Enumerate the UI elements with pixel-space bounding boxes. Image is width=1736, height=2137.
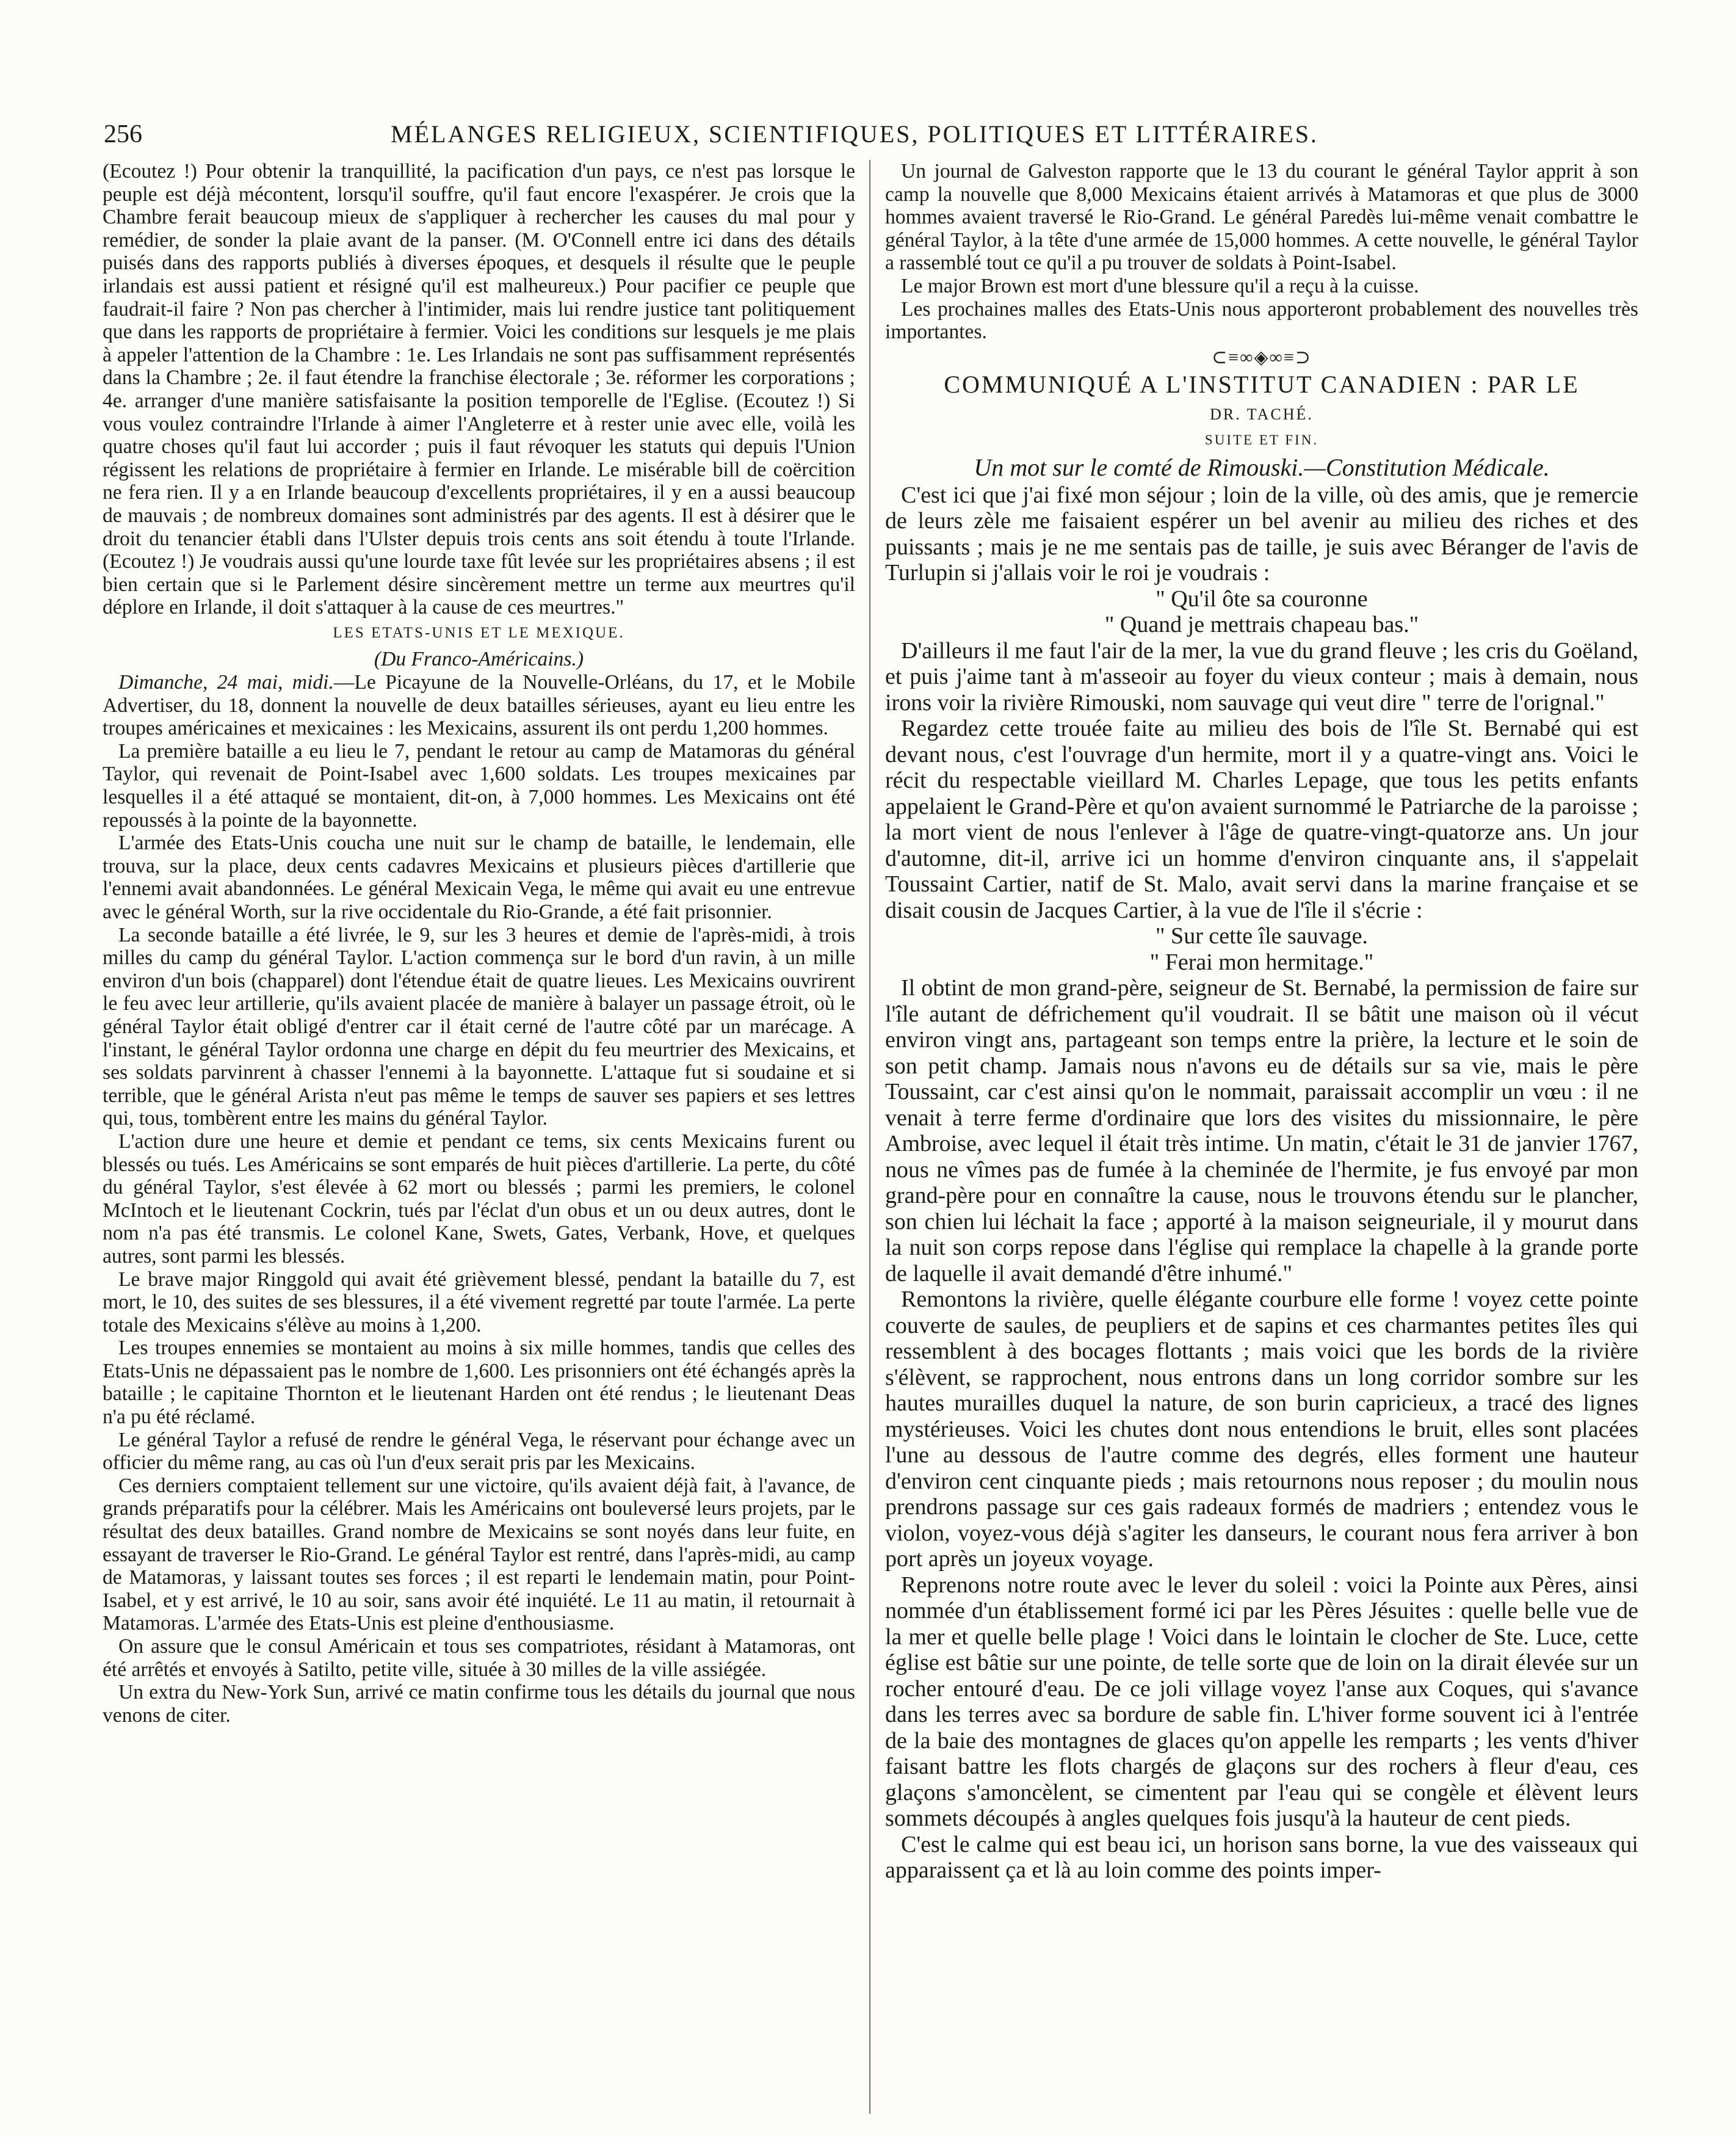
paragraph: Un journal de Galveston rapporte que le 13 du courant le général Taylor apprit à son camp la nouvelle que 8,000 Mexicains étaient arrivés à Matamoras et que plus de 3000 hommes avaient traversé le Rio-Grand. Le général Paredès lui-même venait combattre le général Taylor, à la tête d'une armée de 15,000 hommes. A cette nouvelle, le général Taylor a rassemblé tout ce qu'il a pu trouver de soldats à Point-Isabel.	[885, 160, 1638, 275]
verse-line: " Quand je mettrais chapeau bas."	[1104, 612, 1419, 638]
paragraph: Un extra du New-York Sun, arrivé ce matin confirme tous les détails du journal que nous venons de citer.	[103, 1681, 855, 1727]
paragraph: Le major Brown est mort d'une blessure qu'il a reçu à la cuisse.	[901, 274, 1419, 297]
dateline: Dimanche, 24 mai, midi.	[118, 671, 334, 694]
column-divider	[869, 160, 870, 2114]
paragraph: La seconde bataille a été livrée, le 9, sur les 3 heures et demie de l'après-midi, à trois milles du camp du général Taylor. L'action commença sur le bord d'un ravin, à un mille environ d'un bois (chapparel) dont l'étendue était de quatre lieues. Les Mexicains ouvrirent le feu avec leur artillerie, qu'ils avaient placée de manière à balayer un passage étroit, où le général Taylor était obligé d'entrer car il était cerné de l'autre côté par un marécage. A l'instant, le général Taylor ordonna une charge en dépit du feu meurtrier des Mexicains, et ses soldats parvinrent à chasser l'ennemi à la bayonnette. L'attaque fut si soudaine et si terrible, que le général Arista n'eut pas même le temps de sauver ses papiers et ses lettres qui, tous, tombèrent entre les mains du général Taylor.	[103, 923, 855, 1130]
paragraph: D'ailleurs il me faut l'air de la mer, la vue du grand fleuve ; les cris du Goëland, et puis j'aime tant à m'asseoir au foyer du vieux conteur ; mais à demain, nous irons voir la rivière Rimouski, nom sauvage qui veut dire " terre de l'orignal."	[885, 637, 1638, 716]
verse-line: " Qu'il ôte sa couronne	[1156, 586, 1368, 612]
verse-line: " Ferai mon hermitage."	[1149, 949, 1374, 975]
paragraph: La première bataille a eu lieu le 7, pendant le retour au camp de Matamoras du général Taylor, qui revenait de Point-Isabel avec 1,600 soldats. Les troupes mexicaines par lesquelles il a été attaqué se montaient, dit-on, à 7,000 hommes. Les Mexicains ont été repoussés à la pointe de la bayonnette.	[103, 739, 855, 832]
paragraph: Ces derniers comptaient tellement sur une victoire, qu'ils avaient déjà fait, à l'avance, de grands préparatifs pour la célébrer. Mais les Américains ont bouleversé leurs projets, par le résultat des deux batailles. Grand nombre de Mexicains se sont noyés dans leur fuite, en essayant de traverser le Rio-Grand. Le général Taylor est rentré, dans l'après-midi, au camp de Matamoras, y laissant toutes ses forces ; il est reparti le lendemain matin, pour Point-Isabel, et y est arrivé, le 10 au soir, sans avoir été inquiété. Le 11 au matin, il retournait à Matamoras. L'armée des Etats-Unis est pleine d'enthousiasme.	[103, 1474, 855, 1635]
paragraph: (Ecoutez !) Pour obtenir la tranquillité, la pacification d'un pays, ce n'est pas lorsque le peuple est déjà mécontent, lorsqu'il souffre, qu'il faut encore l'exaspérer. Je crois que la Chambre ferait beaucoup mieux de s'appliquer à rechercher les causes du mal pour y remédier, de sonder la plaie avant de la panser. (M. O'Connell entre ici dans des détails puisés dans des rapports publiés à diverses époques, et desquels il résulte que le peuple irlandais est aussi patient et résigné qu'il est malheureux.) Pour pacifier ce peuple que faudrait-il faire ? Non pas chercher à l'intimider, mais lui rendre justice tant politiquement que dans les rapports de propriétaire à fermier. Voici les conditions sur lesquels je me plais à appeler l'attention de la Chambre : 1e. Les Irlandais ne sont pas suffisamment représentés dans la Chambre ; 2e. il faut étendre la franchise électorale ; 3e. réformer les corporations ; 4e. arranger d'une manière satisfaisante la position temporelle de l'Eglise. (Ecoutez !) Si vous voulez contraindre l'Irlande à aimer l'Angleterre et à rester unie avec elle, voilà les quatre choses qu'il faut lui accorder ; puis il faut révoquer les statuts qui depuis l'Union régissent les relations de propriétaire à fermier en Irlande. Le misérable bill de coërcition ne fera rien. Il y a en Irlande beaucoup d'excellents propriétaires, il y en a aussi beaucoup de mauvais ; de nombreux domaines sont administrés par des agents. Il est à désirer que le droit du tenancier établi dans l'Ulster depuis trois cents ans soit étendu à toute l'Irlande. (Ecoutez !) Je voudrais aussi qu'une lourde taxe fût levée sur les propriétaires absens ; il est bien certain que si le Parlement désire sincèrement mettre un terme aux meurtres qu'il déplore en Irlande, il doit s'attaquer à la cause de ces meurtres."	[103, 160, 855, 619]
paragraph: Reprenons notre route avec le lever du soleil : voici la Pointe aux Pères, ainsi nommée d'un établissement formé ici par les Pères Jésuites : quelle belle vue de la mer et quelle belle plage ! Voici dans le lointain le clocher de Ste. Luce, cette église est bâtie sur une pointe, de telle sorte que de loin on la dirait élevée sur un rocher entouré d'eau. De ce joli village voyez l'anse aux Coques, qui s'avance dans les terres avec sa bordure de sable fin. L'hiver forme souvent ici à l'entrée de la baie des montagnes de glaces qu'on appelle les remparts ; les vents d'hiver faisant battre les flots chargés de glaçons sur des rochers à fleur d'eau, ces glaçons s'amoncèlent, se cimentent par l'eau qui se congèle et élèvent leurs sommets découpés à angles quelques fois jusqu'à la hauteur de cent pieds.	[885, 1572, 1638, 1832]
ornament-divider-icon: ⊂≡∞◈∞≡⊃	[1212, 347, 1312, 368]
paragraph: Remontons la rivière, quelle élégante courbure elle forme ! voyez cette pointe couverte de saules, de peupliers et de sapins et ces charmantes petites îles qui ressemblent à des bocages flottants ; mais voici que les bords de la rivière s'élèvent, se rapprochent, nous entrons dans un long corridor sombre sur les hautes murailles duquel la nature, de son burin capricieux, a tracé des lignes mystérieuses. Voici les chutes dont nous entendions le bruit, elles sont placées l'une au dessous de l'autre comme des degrés, elles forment une hauteur d'environ cent cinquante pieds ; mais retournons nous reposer ; du moulin nous prendrons passage sur ces gais radeaux formés de madriers ; entendez vous le violon, voyez-vous déjà s'agiter les danseurs, le courant nous fera arriver à bon port après un joyeux voyage.	[885, 1286, 1638, 1572]
verse-line: " Sur cette île sauvage.	[1156, 923, 1368, 949]
paragraph: On assure que le consul Américain et tous ses compatriotes, résidant à Matamoras, ont été arrêtés et envoyés à Satilto, petite ville, située à 30 milles de la ville assiégée.	[103, 1635, 855, 1681]
right-column	[885, 160, 1638, 2114]
paragraph: L'action dure une heure et demie et pendant ce tems, six cents Mexicains furent ou blessés ou tués. Les Américains se sont emparés de huit pièces d'artillerie. La perte, du côté du général Taylor, s'est élevée à 62 mort ou blessés ; parmi les premiers, le colonel McIntoch et le lieutenant Cockrin, tués par l'éclat d'un obus et un ou deux autres, dont le nom n'a pas été transmis. Le colonel Kane, Swets, Gates, Verbank, Hove, et quelques autres, sont parmi les blessés.	[103, 1130, 855, 1268]
section-title: LES ETATS-UNIS ET LE MEXIQUE.	[333, 624, 625, 641]
paragraph: Le général Taylor a refusé de rendre le général Vega, le réservant pour échange avec un officier du même rang, au cas où l'un d'eux serait pris par les Mexicains.	[103, 1428, 855, 1475]
paragraph: L'armée des Etats-Unis coucha une nuit sur le champ de bataille, le lendemain, elle trouva, sur la place, deux cents cadavres Mexicains et plusieurs pièces d'artillerie que l'ennemi avait abandonnées. Le général Mexicain Vega, le même qui avait eu une entrevue avec le général Worth, sur la rive occidentale du Rio-Grande, a été fait prisonnier.	[103, 832, 855, 923]
paragraph: Il obtint de mon grand-père, seigneur de St. Bernabé, la permission de faire sur l'île autant de défrichement qu'il voudrait. Il se bâtit une maison où il vécut environ vingt ans, partageant son temps entre la prière, la lecture et le soin de son petit champ. Jamais nous n'avons eu de détails sur sa vie, mais le père Toussaint, car c'est ainsi qu'on le nommait, paraissait accomplir un vœu : il ne venait à terre ferme d'ordinaire que lors des visites du missionnaire, le père Ambroise, avec lequel il était très intime. Un matin, c'était le 31 de janvier 1767, nous ne vîmes pas de fumée à la cheminée de l'hermite, je fus envoyé par mon grand-père pour en connaître la cause, nous le trouvons étendu sur le plancher, son chien lui léchait la face ; apporté à la maison seigneuriale, il y mourut dans la nuit son corps repose dans l'église qui remplace la chapelle à la grande porte de laquelle il avait demandé d'être inhumé."	[885, 975, 1638, 1286]
article-author: DR. TACHÉ.	[1210, 405, 1314, 424]
page-number: 256	[104, 120, 142, 148]
publication-title: MÉLANGES RELIGIEUX, SCIENTIFIQUES, POLITIQUES ET LITTÉRAIRES.	[391, 120, 1318, 148]
article-body	[885, 482, 1638, 1884]
paragraph: Regardez cette trouée faite au milieu des bois de l'île St. Bernabé qui est devant nous, c'est l'ouvrage d'un hermite, mort il y a quatre-vingt ans. Voici le récit du respectable vieillard M. Charles Lepage, que tous les petits enfants appelaient le Grand-Père et qu'on avaient surnommé le Patriarche de la paroisse ; la mort vient de nous l'enlever à l'âge de quatre-vingt-quatorze ans. Un jour d'automne, dit-il, arrive ici un homme d'environ cinquante ans, il s'appelait Toussaint Cartier, natif de St. Malo, avait servi dans la marine française et se disait cousin de Jacques Cartier, à la vue de l'île il s'écrie :	[885, 716, 1638, 923]
paragraph: Les troupes ennemies se montaient au moins à six mille hommes, tandis que celles des Etats-Unis ne dépassaient pas le nombre de 1,600. Les prisonniers ont été échangés après la bataille ; le capitaine Thornton et le lieutenant Harden ont été rendus ; le lieutenant Deas n'a pu été réclamé.	[103, 1337, 855, 1429]
paragraph: Les prochaines malles des Etats-Unis nous apporteront probablement des nouvelles très importantes.	[885, 297, 1638, 344]
paragraph: Dimanche, 24 mai, midi.—Le Picayune de la Nouvelle-Orléans, du 17, et le Mobile Advertiser, du 18, donnent la nouvelle de deux batailles sérieuses, ayant eu lieu entre les troupes américaines et mexicaines : les Mexicains, assurent ils ont perdu 1,200 hommes.	[103, 671, 855, 740]
paragraph: Le brave major Ringgold qui avait été grièvement blessé, pendant la bataille du 7, est mort, le 10, des suites de ses blessures, il a été vivement regretté par toute l'armée. La perte totale des Mexicains s'élève au moins à 1,200.	[103, 1268, 855, 1337]
left-column	[103, 160, 855, 2114]
article-subhead: Un mot sur le comté de Rimouski.—Constitution Médicale.	[974, 453, 1550, 481]
article-continuation: SUITE ET FIN.	[1204, 432, 1319, 448]
running-header	[104, 120, 1648, 156]
source-line: (Du Franco-Américains.)	[374, 648, 584, 671]
paragraph: C'est ici que j'ai fixé mon séjour ; loin de la ville, où des amis, que je remercie de leurs zèle me faisaient espérer un bel avenir au milieu des riches et des puissants ; mais je ne me sentais pas de taille, je suis avec Béranger de l'avis de Turlupin si j'allais voir le roi je voudrais :	[885, 482, 1638, 586]
article-title: COMMUNIQUÉ A L'INSTITUT CANADIEN : PAR LE	[944, 371, 1580, 399]
paragraph: C'est le calme qui est beau ici, un horison sans borne, la vue des vaisseaux qui apparaissent ça et là au loin comme des points imper-	[885, 1831, 1638, 1884]
